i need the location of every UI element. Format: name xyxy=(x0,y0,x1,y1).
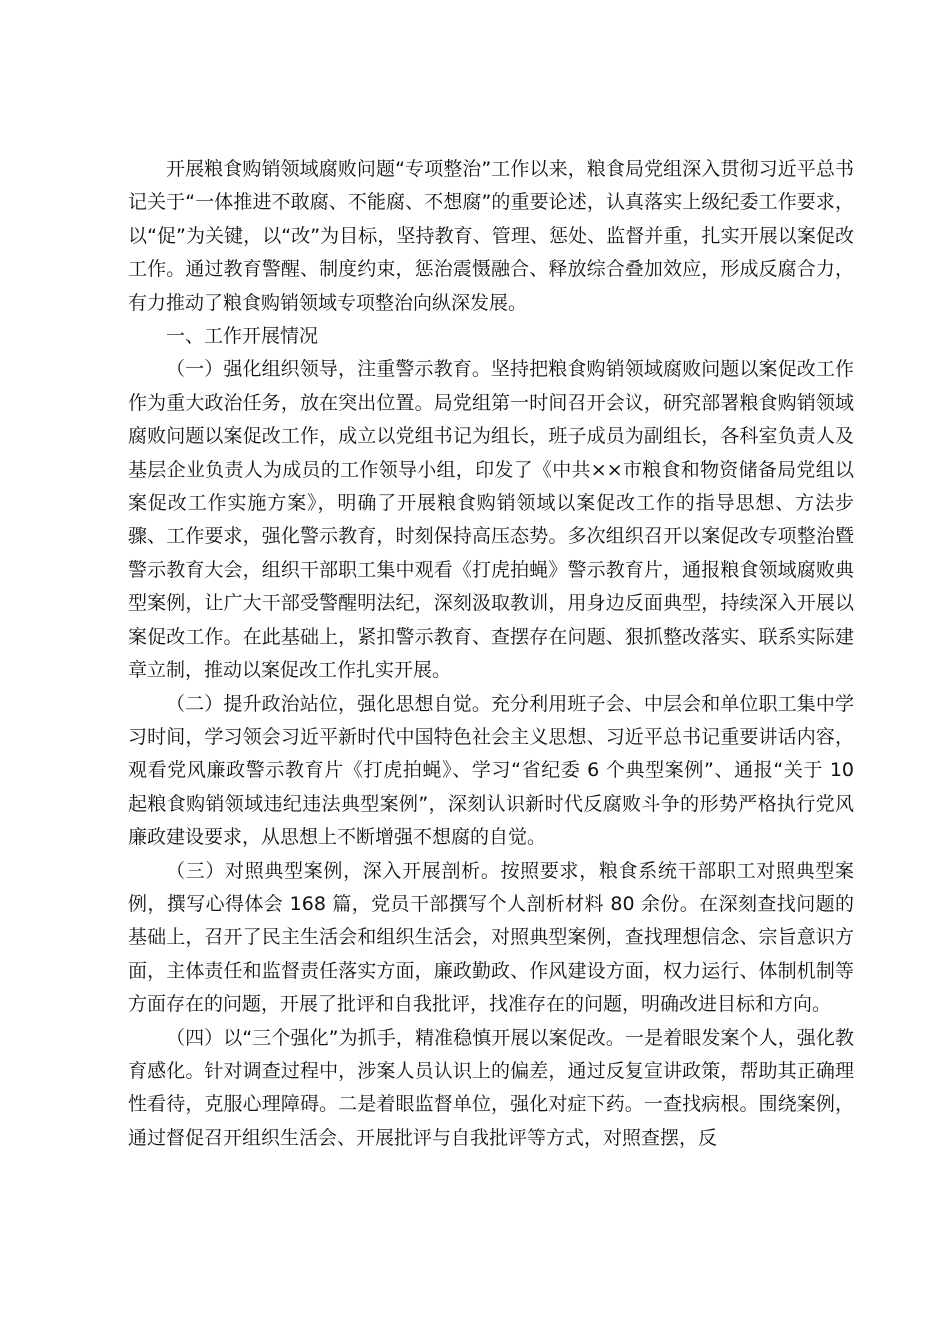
paragraph-4: （四）以“三个强化”为抓手，精准稳慎开展以案促改。一是着眼发案个人，强化教育感化。针对调查过程中，涉案人员认识上的偏差，通过反复宣讲政策，帮助其正确理性看待，克服心理障碍。二是着眼监督单位，强化对症下药。一查找病根。围绕案例，通过督促召开组织生活会、开展批评与自我批评等方式，对照查摆，反 xyxy=(128,1026,854,1149)
section-heading: 一、工作开展情况 xyxy=(166,325,319,348)
intro-paragraph: 开展粮食购销领域腐败问题“专项整治”工作以来，粮食局党组深入贯彻习近平总书记关于“一体推进不敢腐、不能腐、不想腐”的重要论述，认真落实上级纪委工作要求，以“促”为关键，以“改”为目标，坚持教育、管理、惩处、监督并重，扎实开展以案促改工作。通过教育警醒、制度约束，惩治震慑融合、释放综合叠加效应，形成反腐合力，有力推动了粮食购销领域专项整治向纵深发展。 xyxy=(128,158,854,314)
document-page xyxy=(128,153,854,1155)
paragraph-1: （一）强化组织领导，注重警示教育。坚持把粮食购销领域腐败问题以案促改工作作为重大政治任务，放在突出位置。局党组第一时间召开会议，研究部署粮食购销领域腐败问题以案促改工作，成立以党组书记为组长，班子成员为副组长，各科室负责人及基层企业负责人为成员的工作领导小组，印发了《中共××市粮食和物资储备局党组以案促改工作实施方案》，明确了开展粮食购销领域以案促改工作的指导思想、方法步骤、工作要求，强化警示教育，时刻保持高压态势。多次组织召开以案促改专项整治暨警示教育大会，组织干部职工集中观看《打虎拍蝇》警示教育片，通报粮食领域腐败典型案例，让广大干部受警醒明法纪，深刻汲取教训，用身边反面典型，持续深入开展以案促改工作。在此基础上，紧扣警示教育、查摆存在问题、狠抓整改落实、联系实际建章立制，推动以案促改工作扎实开展。 xyxy=(128,358,854,682)
paragraph-2: （二）提升政治站位，强化思想自觉。充分利用班子会、中层会和单位职工集中学习时间，学习领会习近平新时代中国特色社会主义思想、习近平总书记重要讲话内容，观看党风廉政警示教育片《打虎拍蝇》、学习“省纪委 6 个典型案例”、通报“关于 10 起粮食购销领域违纪违法典型案例”，深刻认识新时代反腐败斗争的形势严格执行党风廉政建设要求，从思想上不断增强不想腐的自觉。 xyxy=(128,692,854,849)
paragraph-3: （三）对照典型案例，深入开展剖析。按照要求，粮食系统干部职工对照典型案例，撰写心得体会 168 篇，党员干部撰写个人剖析材料 80 余份。在深刻查找问题的基础上，召开了民主生活会和组织生活会，对照典型案例，查找理想信念、宗旨意识方面，主体责任和监督责任落实方面，廉政勤政、作风建设方面，权力运行、体制机制等方面存在的问题，开展了批评和自我批评，找准存在的问题，明确改进目标和方向。 xyxy=(128,859,854,1016)
